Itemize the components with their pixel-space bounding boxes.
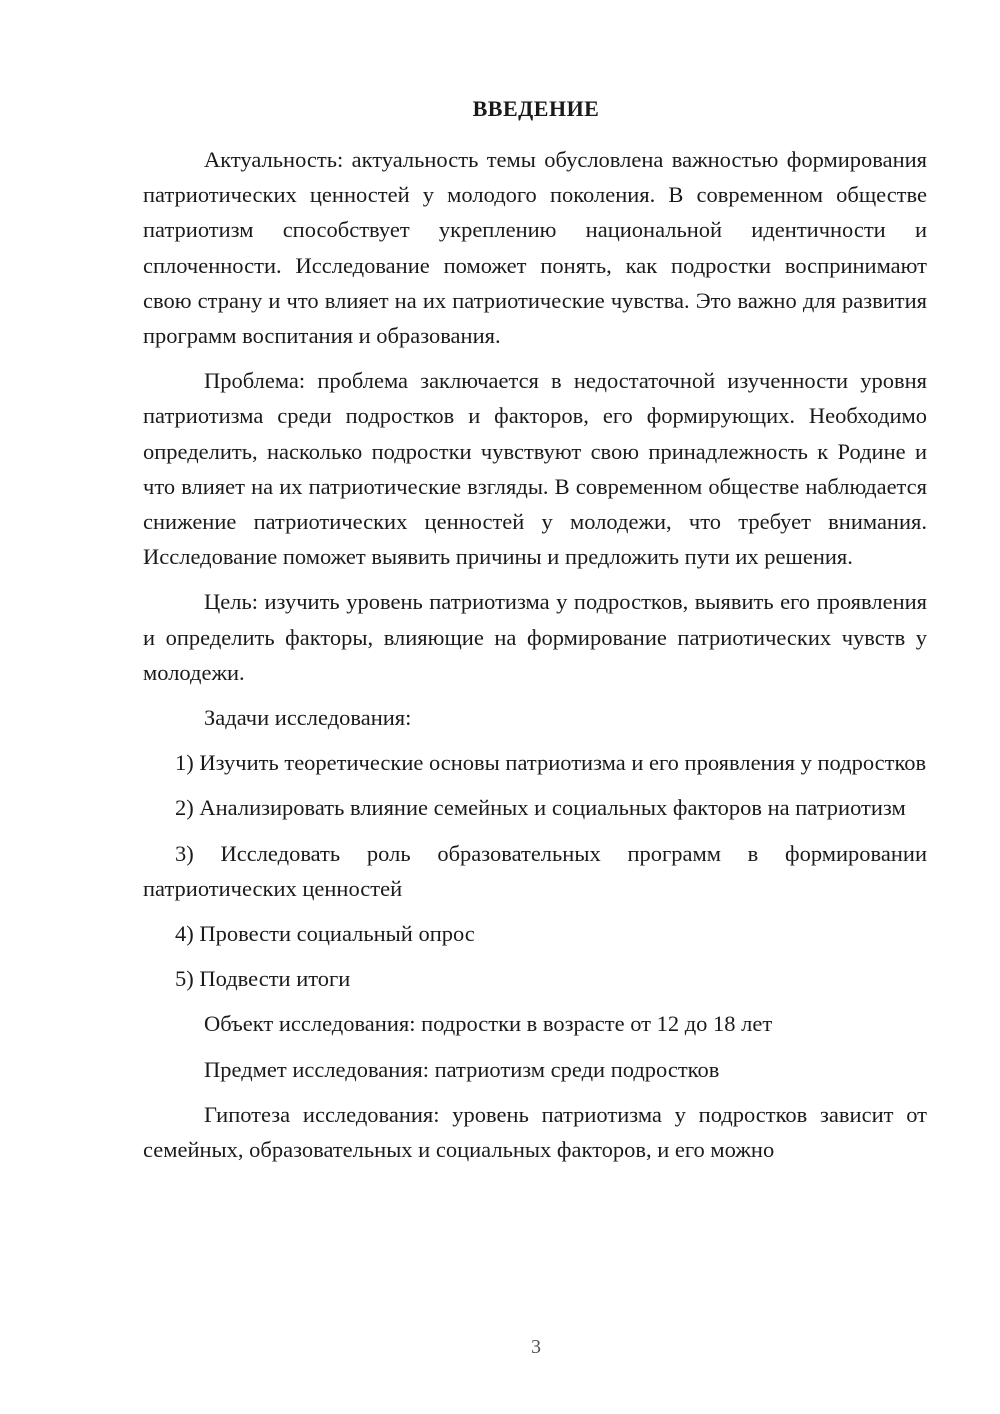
task-item-1: 1) Изучить теоретические основы патриотизма и его проявления у подростков bbox=[175, 750, 927, 776]
task-item-4: 4) Провести социальный опрос bbox=[175, 921, 475, 947]
paragraph-subject: Предмет исследования: патриотизм среди подростков bbox=[204, 1056, 720, 1082]
paragraph-object: Объект исследования: подростки в возрасте от 12 до 18 лет bbox=[204, 1011, 773, 1037]
paragraph-goal: Цель: изучить уровень патриотизма у подростков, выявить его проявления и определить факторы, влияющие на формирование патриотических чувств у молодежи. bbox=[143, 589, 927, 685]
page-number: 3 bbox=[531, 1336, 541, 1358]
paragraph-relevance: Актуальность: актуальность темы обусловлена важностью формирования патриотических ценностей у молодого поколения. В современном обществе патриотизм способствует укреплению национальной идентичности и сплоченности. Исследование поможет понять, как подростки воспринимают свою страну и что влияет на их патриотические чувства. Это важно для развития программ воспитания и образования. bbox=[143, 147, 927, 349]
paragraph-tasks-heading: Задачи исследования: bbox=[204, 705, 412, 731]
task-item-2: 2) Анализировать влияние семейных и социальных факторов на патриотизм bbox=[175, 795, 906, 821]
document-body bbox=[143, 142, 927, 1167]
page-title: ВВЕДЕНИЕ bbox=[472, 96, 600, 121]
task-item-5: 5) Подвести итоги bbox=[175, 966, 351, 992]
paragraph-problem: Проблема: проблема заключается в недостаточной изученности уровня патриотизма среди подростков и факторов, его формирующих. Необходимо определить, насколько подростки чувствуют свою принадлежность к Родине и что влияет на их патриотические взгляды. В современном обществе наблюдается снижение патриотических ценностей у молодежи, что требует внимания. Исследование поможет выявить причины и предложить пути их решения. bbox=[143, 368, 927, 570]
paragraph-hypothesis: Гипотеза исследования: уровень патриотизма у подростков зависит от семейных, образовательных и социальных факторов, и его можно bbox=[143, 1101, 927, 1163]
task-item-3: 3) Исследовать роль образовательных программ в формировании патриотических ценностей bbox=[143, 840, 927, 901]
